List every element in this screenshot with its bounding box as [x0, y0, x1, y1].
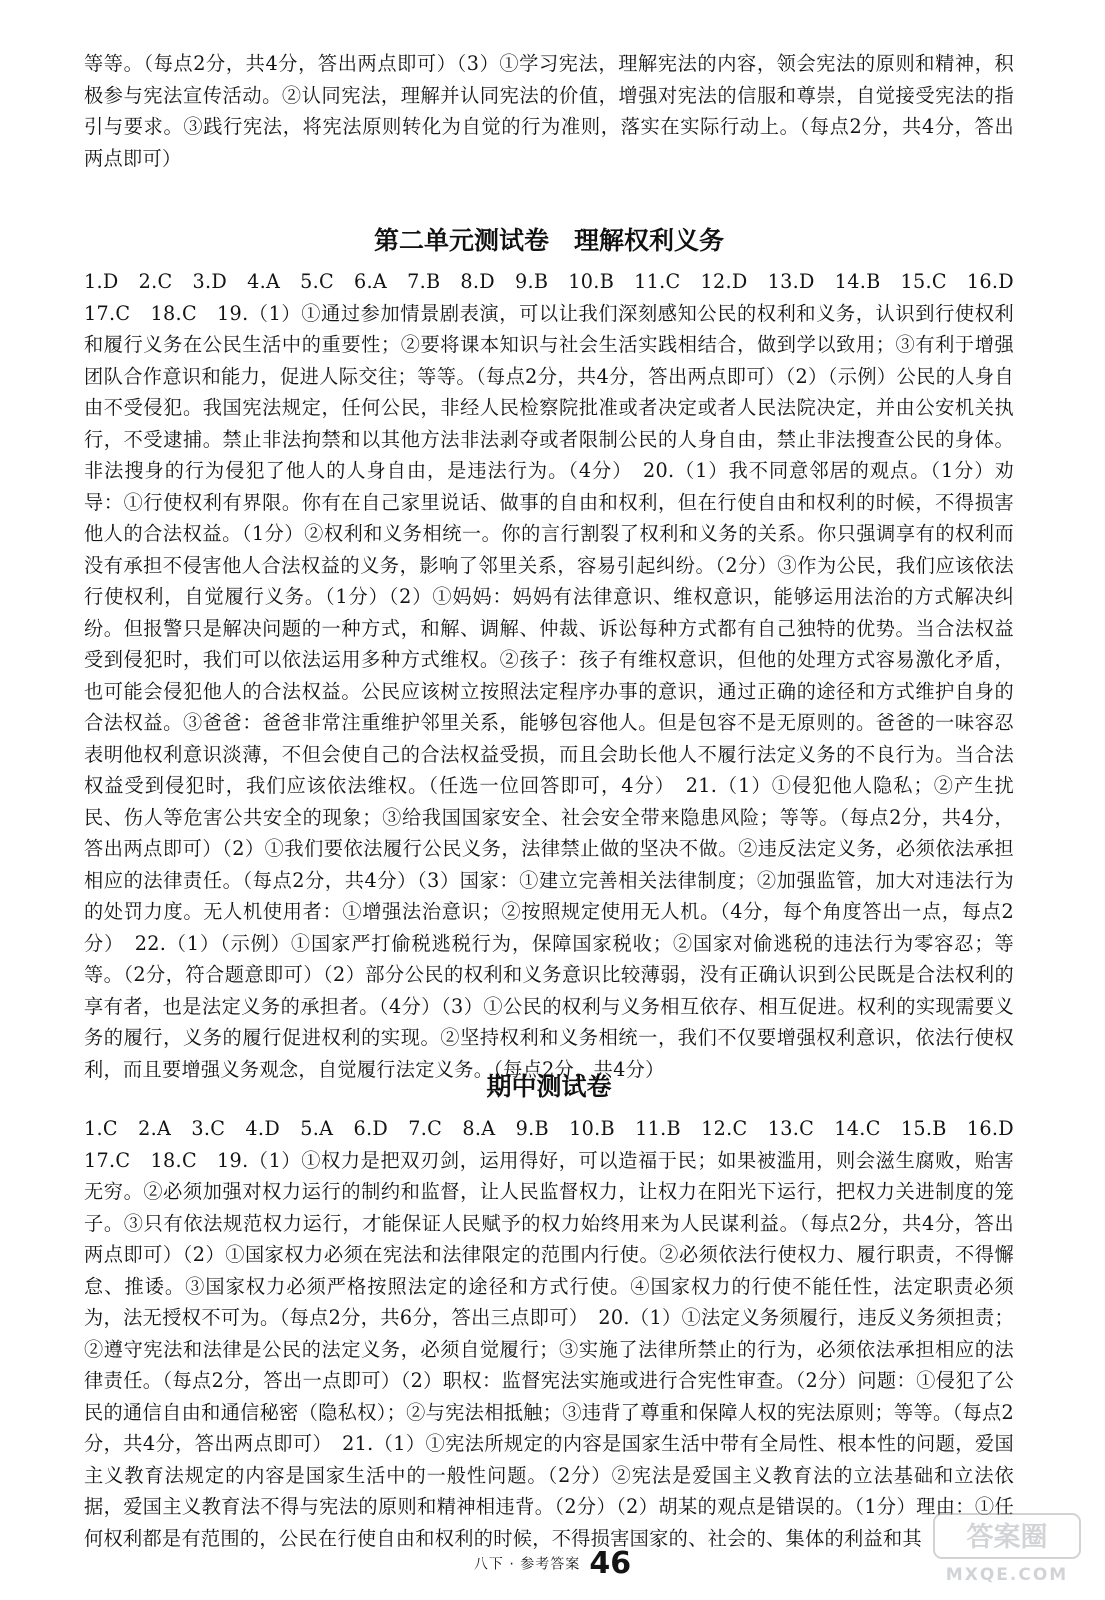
midterm-answers-text: 1.C 2.A 3.C 4.D 5.A 6.D 7.C 8.A 9.B 10.B 11.B 12.C 13.C 14.C 15.B 16.D 17.C 18.C 19.（1）①权力是把双刃剑，运用得好，可以造福于民；如果被滥用，则会滋生腐败，贻害无穷。②必须加强对权力运行的制约和监督，让人民监督权力，让权力在阳光下运行，把权力关进制度的笼子。③只有依法规范权力运行，才能保证人民赋予的权力始终用来为人民谋利益。（每点2分，共4分，答出两点即可）（2）①国家权力必须在宪法和法律限定的范围内行使。②必须依法行使权力、履行职责，不得懈怠、推诿。③国家权力必须严格按照法定的途径和方式行使。④国家权力的行使不能任性，法定职责必须为，法无授权不可为。（每点2分，共6分，答出三点即可） 20.（1）①法定义务须履行，违反义务须担责；②遵守宪法和法律是公民的法定义务，必须自觉履行；③实施了法律所禁止的行为，必须依法承担相应的法律责任。（每点2分，答出一点即可）（2）职权：监督宪法实施或进行合宪性审查。（2分）问题：①侵犯了公民的通信自由和通信秘密（隐私权）；②与宪法相抵触；③违背了尊重和保障人权的宪法原则；等等。（每点2分，共4分，答出两点即可） 21.（1）①宪法所规定的内容是国家生活中带有全局性、根本性的问题，爱国主义教育法规定的内容是国家生活中的一般性问题。（2分）②宪法是爱国主义教育法的立法基础和立法依据，爱国主义教育法不得与宪法的原则和精神相违背。（2分）（2）胡某的观点是错误的。（1分）理由：①任何权利都是有范围的，公民在行使自由和权利的时候，不得损害国家的、社会的、集体的利益和其 [84, 1117, 1034, 1550]
unit2-answers-text: 1.D 2.C 3.D 4.A 5.C 6.A 7.B 8.D 9.B 10.B 11.C 12.D 13.D 14.B 15.C 16.D 17.C 18.C 19.（1）①通过参加情景剧表演，可以让我们深刻感知公民的权利和义务，认识到行使权利和履行义务在公民生活中的重要性；②要将课本知识与社会生活实践相结合，做到学以致用；③有利于增强团队合作意识和能力，促进人际交往；等等。（每点2分，共4分，答出两点即可）（2）（示例）公民的人身自由不受侵犯。我国宪法规定，任何公民，非经人民检察院批准或者决定或者人民法院决定，并由公安机关执行，不受逮捕。禁止非法拘禁和以其他方法非法剥夺或者限制公民的人身自由，禁止非法搜查公民的身体。非法搜身的行为侵犯了他人的人身自由，是违法行为。（4分） 20.（1）我不同意邻居的观点。（1分）劝导：①行使权利有界限。你有在自己家里说话、做事的自由和权利，但在行使自由和权利的时候，不得损害他人的合法权益。（1分）②权利和义务相统一。你的言行割裂了权利和义务的关系。你只强调享有的权利而没有承担不侵害他人合法权益的义务，影响了邻里关系，容易引起纠纷。（2分）③作为公民，我们应该依法行使权利，自觉履行义务。（1分）（2）①妈妈：妈妈有法律意识、维权意识，能够运用法治的方式解决纠纷。但报警只是解决问题的一种方式，和解、调解、仲裁、诉讼每种方式都有自己独特的优势。当合法权益受到侵犯时，我们可以依法运用多种方式维权。②孩子：孩子有维权意识，但他的处理方式容易激化矛盾，也可能会侵犯他人的合法权益。公民应该树立按照法定程序办事的意识，通过正确的途径和方式维护自身的合法权益。③爸爸：爸爸非常注重维护邻里关系，能够包容他人。但是包容不是无原则的。爸爸的一味容忍表明他权利意识淡薄，不但会使自己的合法权益受损，而且会助长他人不履行法定义务的不良行为。当合法权益受到侵犯时，我们应该依法维权。（任选一位回答即可，4分） 21.（1）①侵犯他人隐私；②产生扰民、伤人等危害公共安全的现象；③给我国国家安全、社会安全带来隐患风险；等等。（每点2分，共4分，答出两点即可）（2）①我们要依法履行公民义务，法律禁止做的坚决不做。②违反法定义务，必须依法承担相应的法律责任。（每点2分，共4分）（3）国家：①建立完善相关法律制度；②加强监管，加大对违法行为的处罚力度。无人机使用者：①增强法治意识；②按照规定使用无人机。（4分，每个角度答出一点，每点2分） 22.（1）（示例）①国家严打偷税逃税行为，保障国家税收；②国家对偷逃税的违法行为零容忍；等等。（2分，符合题意即可）（2）部分公民的权利和义务意识比较薄弱，没有正确认识到公民既是合法权利的享有者，也是法定义务的承担者。（4分）（3）①公民的权利与义务相互依存、相互促进。权利的实现需要义务的履行，义务的履行促进权利的实现。②坚持权利和义务相统一，我们不仅要增强权利意识，依法行使权利，而且要增强义务观念，自觉履行法定义务。（每点2分，共4分） [84, 270, 1034, 1081]
midterm-test-title: 期中测试卷 [486, 1072, 612, 1101]
unit2-test-title: 第二单元测试卷 理解权利义务 [373, 226, 724, 255]
watermark-text: 答案圈 [966, 1522, 1048, 1553]
continued-answer-text: 等等。（每点2分，共4分，答出两点即可）（3）①学习宪法，理解宪法的内容，领会宪法的原则和精神，积极参与宪法宣传活动。②认同宪法，理解并认同宪法的价值，增强对宪法的信服和尊崇，自觉接受宪法的指引与要求。③践行宪法，将宪法原则转化为自觉的行为准则，落实在实际行动上。（每点2分，共4分，答出两点即可） [84, 52, 1014, 170]
watermark-domain: MXQE.COM [945, 1565, 1069, 1585]
page-number: 46 [589, 1546, 632, 1581]
footer-label: 八下 · 参考答案 [473, 1556, 581, 1573]
watermark-logo [932, 1512, 1082, 1588]
